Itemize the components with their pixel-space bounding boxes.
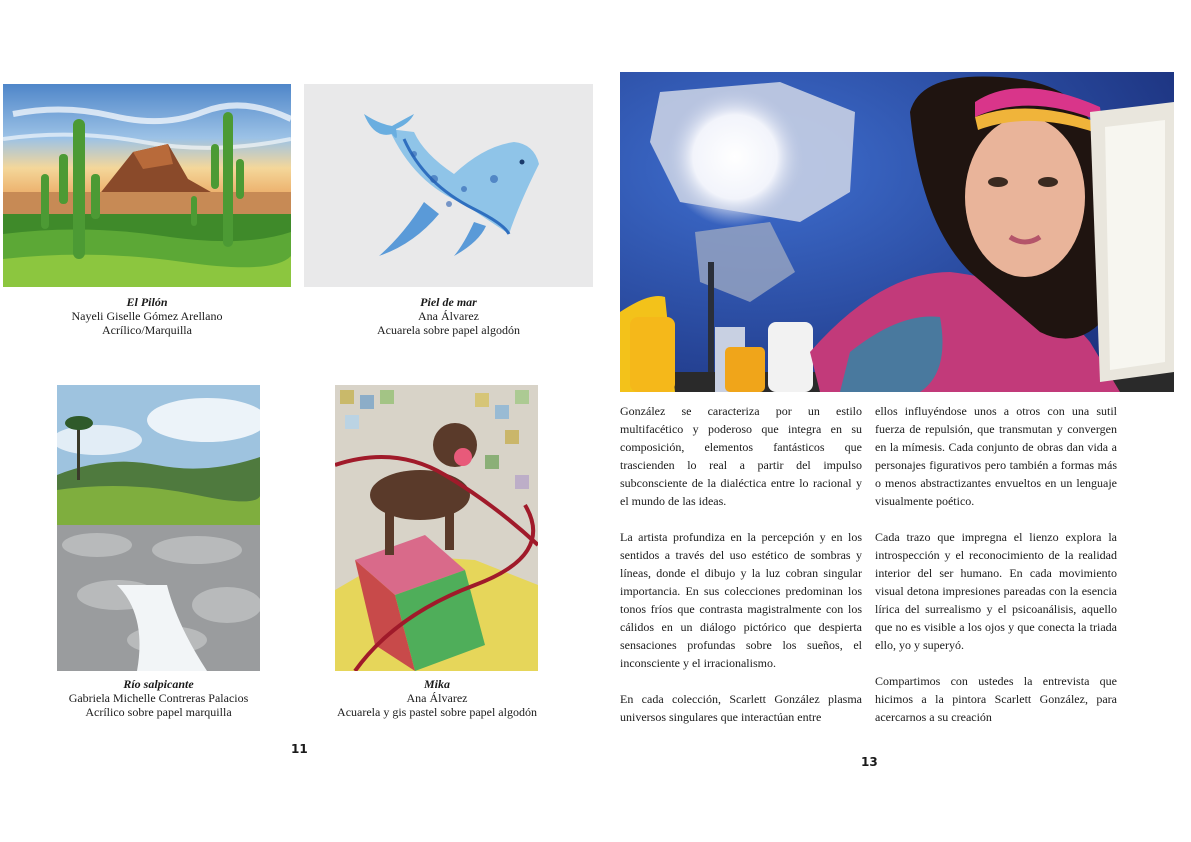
article-paragraph: La artista profundiza en la percepción y en los sentidos a través del uso estético de sombras y líneas, donde el dibujo y la luz cobran singular importancia. En sus colecciones predominan los tonos fríos que contrasta magistralmente con los cálidos en un diálogo pictórico que despierta sensaciones profundas sobre los sueños, el inconsciente y el irracionalismo. xyxy=(620,530,862,670)
article-paragraph: En cada colección, Scarlett González plasma universos singulares que interactúan entre xyxy=(620,692,862,724)
artwork-title: Mika xyxy=(423,677,450,691)
artwork-el-pilon-image xyxy=(3,84,291,287)
artwork-mika-image xyxy=(335,385,538,671)
artwork-title: El Pilón xyxy=(126,295,168,309)
article-column-right xyxy=(875,402,1117,744)
caption-piel-de-mar xyxy=(304,295,593,337)
artwork-rio-salpicante-image xyxy=(57,385,260,671)
artwork-author: Ana Álvarez xyxy=(406,691,468,705)
article-paragraph: Cada trazo que impregna el lienzo explora la introspección y el reconocimiento de la realidad interior del ser humano. En cada movimiento visual detona impresiones pareadas con la esencia lírica del surrealismo y el psicoanálisis, aquello que no es visible a los ojos y que conecta la triada ello, yo y superyó. xyxy=(875,530,1117,652)
article-paragraph: Compartimos con ustedes la entrevista que hicimos a la pintora Scarlett González, para acercarnos a su creación xyxy=(875,674,1117,724)
artwork-medium: Acrílico/Marquilla xyxy=(102,323,192,337)
article-paragraph: González se caracteriza por un estilo multifacético y poderoso que integra en su composición, elementos fantásticos que trascienden lo real a partir del impulso subconsciente de la dialéctica entre lo racional y el mundo de las ideas. xyxy=(620,404,862,508)
artist-photo xyxy=(620,72,1174,392)
caption-el-pilon xyxy=(3,295,291,337)
artwork-medium: Acuarela sobre papel algodón xyxy=(377,323,520,337)
page-number-right: 13 xyxy=(861,755,878,769)
caption-mika xyxy=(300,677,574,719)
article-paragraph: ellos influyéndose unos a otros con una sutil fuerza de repulsión, que transmutan y convergen en la mímesis. Cada conjunto de obras dan vida a personajes figurativos pero también a formas más o menos abstractizantes envueltos en un lenguaje visualmente poético. xyxy=(875,404,1117,508)
artwork-piel-de-mar-image xyxy=(304,84,593,287)
page-number-left: 11 xyxy=(291,742,308,756)
caption-rio-salpicante xyxy=(20,677,297,719)
artwork-author: Ana Álvarez xyxy=(418,309,479,323)
artwork-title: Piel de mar xyxy=(420,295,477,309)
artwork-author: Gabriela Michelle Contreras Palacios xyxy=(68,691,249,705)
artwork-medium: Acuarela y gis pastel sobre papel algodón xyxy=(337,705,537,719)
artwork-medium: Acrílico sobre papel marquilla xyxy=(85,705,232,719)
artwork-title: Río salpicante xyxy=(123,677,194,691)
artwork-author: Nayeli Giselle Gómez Arellano xyxy=(71,309,223,323)
article-column-left xyxy=(620,402,862,744)
